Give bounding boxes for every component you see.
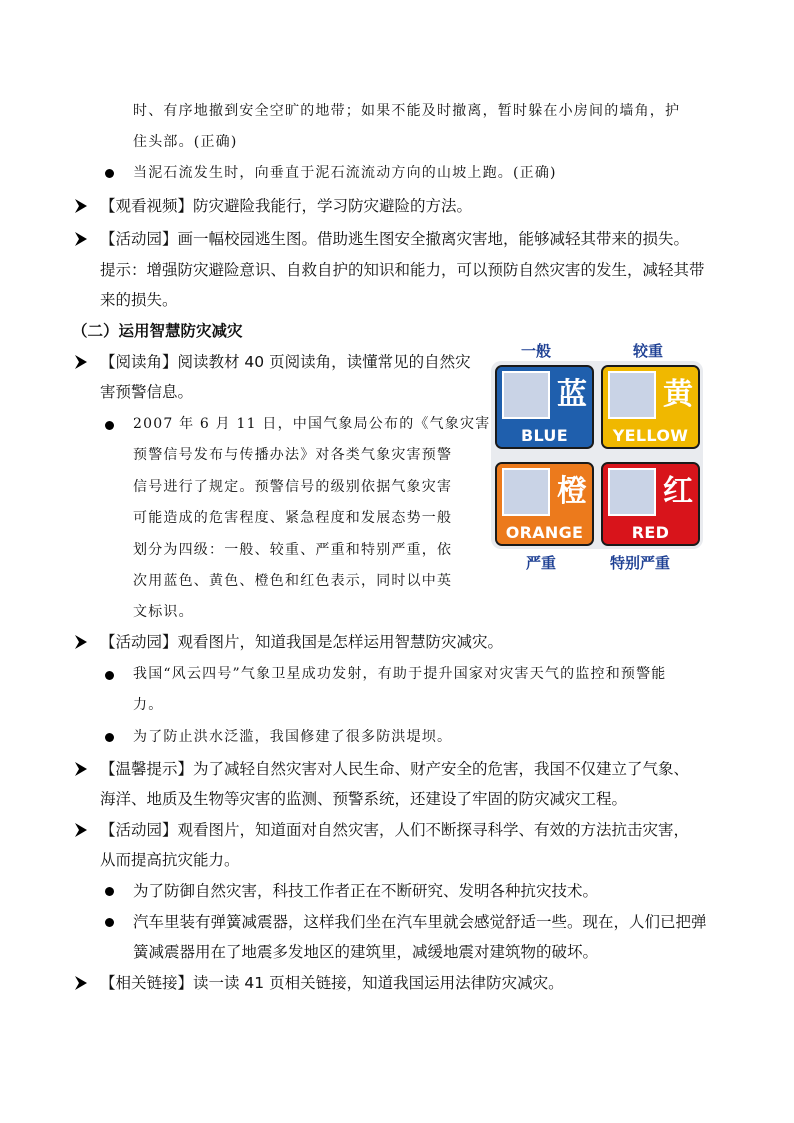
text-line: 为了防御自然灾害，科技工作者正在不断研究、发明各种抗灾技术。 [133, 882, 599, 900]
text-line: 当泥石流发生时，向垂直于泥石流流动方向的山坡上跑。(正确) [133, 165, 557, 181]
tile-blue [495, 365, 594, 449]
text-line: 簧减震器用在了地震多发地区的建筑里，减缓地震对建筑物的破坏。 [133, 943, 599, 961]
text-line: 汽车里装有弹簧减震器，这样我们坐在汽车里就会感觉舒适一些。现在，人们已把弹 [133, 913, 707, 931]
text-line: 海洋、地质及生物等灾害的监测、预警系统，还建设了牢固的防灾减灾工程。 [100, 790, 628, 808]
text-line: 害预警信息。 [100, 383, 194, 401]
arrow-bullet-icon [74, 632, 88, 652]
tile-yellow [601, 365, 700, 449]
dot-bullet-icon [105, 733, 114, 742]
text-line: 信号进行了规定。预警信号的级别依据气象灾害 [133, 479, 453, 495]
text-line: 文标识。 [133, 604, 194, 620]
text-line: 【观看视频】防灾避险我能行，学习防灾避险的方法。 [100, 197, 473, 215]
text-line: 可能造成的危害程度、紧急程度和发展态势一般 [133, 510, 453, 526]
text-line: 【活动园】观看图片，知道面对自然灾害，人们不断探寻科学、有效的方法抗击灾害， [100, 821, 690, 839]
dot-bullet-icon [105, 169, 114, 178]
text-line: 【活动园】画一幅校园逃生图。借助逃生图安全撤离灾害地，能够减轻其带来的损失。 [100, 230, 690, 248]
text-line: 【相关链接】读一读 41 页相关链接，知道我国运用法律防灾减灾。 [100, 974, 564, 992]
tile-square [608, 371, 656, 419]
warning-signal-figure [490, 338, 705, 574]
tile-char-orange: 橙 [557, 474, 587, 509]
dot-bullet-icon [105, 887, 114, 896]
tile-char-red: 红 [663, 474, 693, 509]
text-line: 从而提高抗灾能力。 [100, 851, 240, 869]
arrow-bullet-icon [74, 229, 88, 249]
dot-bullet-icon [105, 421, 114, 430]
tile-char-blue: 蓝 [557, 377, 587, 412]
text-line: 【活动园】观看图片，知道我国是怎样运用智慧防灾减灾。 [100, 633, 504, 651]
dot-bullet-icon [105, 671, 114, 680]
text-line: 为了防止洪水泛滥，我国修建了很多防洪堤坝。 [133, 729, 453, 745]
tile-square [502, 468, 550, 516]
dot-bullet-icon [105, 918, 114, 927]
tile-square [502, 371, 550, 419]
tile-label-red: RED [603, 521, 698, 544]
tile-char-yellow: 黄 [663, 377, 693, 412]
tile-label-orange: ORANGE [497, 521, 592, 544]
label-very-serious: 特别严重 [610, 554, 671, 572]
tile-square [608, 468, 656, 516]
text-line: 2007 年 6 月 11 日，中国气象局公布的《气象灾害 [133, 416, 491, 432]
tile-label-yellow: YELLOW [603, 424, 698, 447]
text-line: 我国“风云四号”气象卫星成功发射，有助于提升国家对灾害天气的监控和预警能 [133, 666, 667, 682]
label-general: 一般 [521, 342, 552, 360]
tile-label-blue: BLUE [497, 424, 592, 447]
text-line: 【阅读角】阅读教材 40 页阅读角，读懂常见的自然灾 [100, 353, 471, 371]
arrow-bullet-icon [74, 759, 88, 779]
arrow-bullet-icon [74, 820, 88, 840]
text-line: 时、有序地撤到安全空旷的地带；如果不能及时撤离，暂时躲在小房间的墙角，护 [133, 103, 681, 119]
label-serious: 严重 [526, 554, 557, 572]
text-line: 划分为四级：一般、较重、严重和特别严重，依 [133, 542, 453, 558]
label-heavier: 较重 [633, 342, 664, 360]
tile-orange [495, 462, 594, 546]
text-line: 力。 [133, 697, 164, 713]
arrow-bullet-icon [74, 973, 88, 993]
tile-red [601, 462, 700, 546]
arrow-bullet-icon [74, 352, 88, 372]
text-line: 住头部。(正确) [133, 134, 238, 150]
arrow-bullet-icon [74, 196, 88, 216]
text-line: 预警信号发布与传播办法》对各类气象灾害预警 [133, 447, 453, 463]
text-line: 【温馨提示】为了减轻自然灾害对人民生命、财产安全的危害，我国不仅建立了气象、 [100, 760, 690, 778]
text-line: 来的损失。 [100, 291, 178, 309]
text-line: 提示：增强防灾避险意识、自救自护的知识和能力，可以预防自然灾害的发生，减轻其带 [100, 261, 705, 279]
text-line: 次用蓝色、黄色、橙色和红色表示，同时以中英 [133, 573, 453, 589]
section-heading: （二）运用智慧防灾减灾 [72, 322, 243, 340]
